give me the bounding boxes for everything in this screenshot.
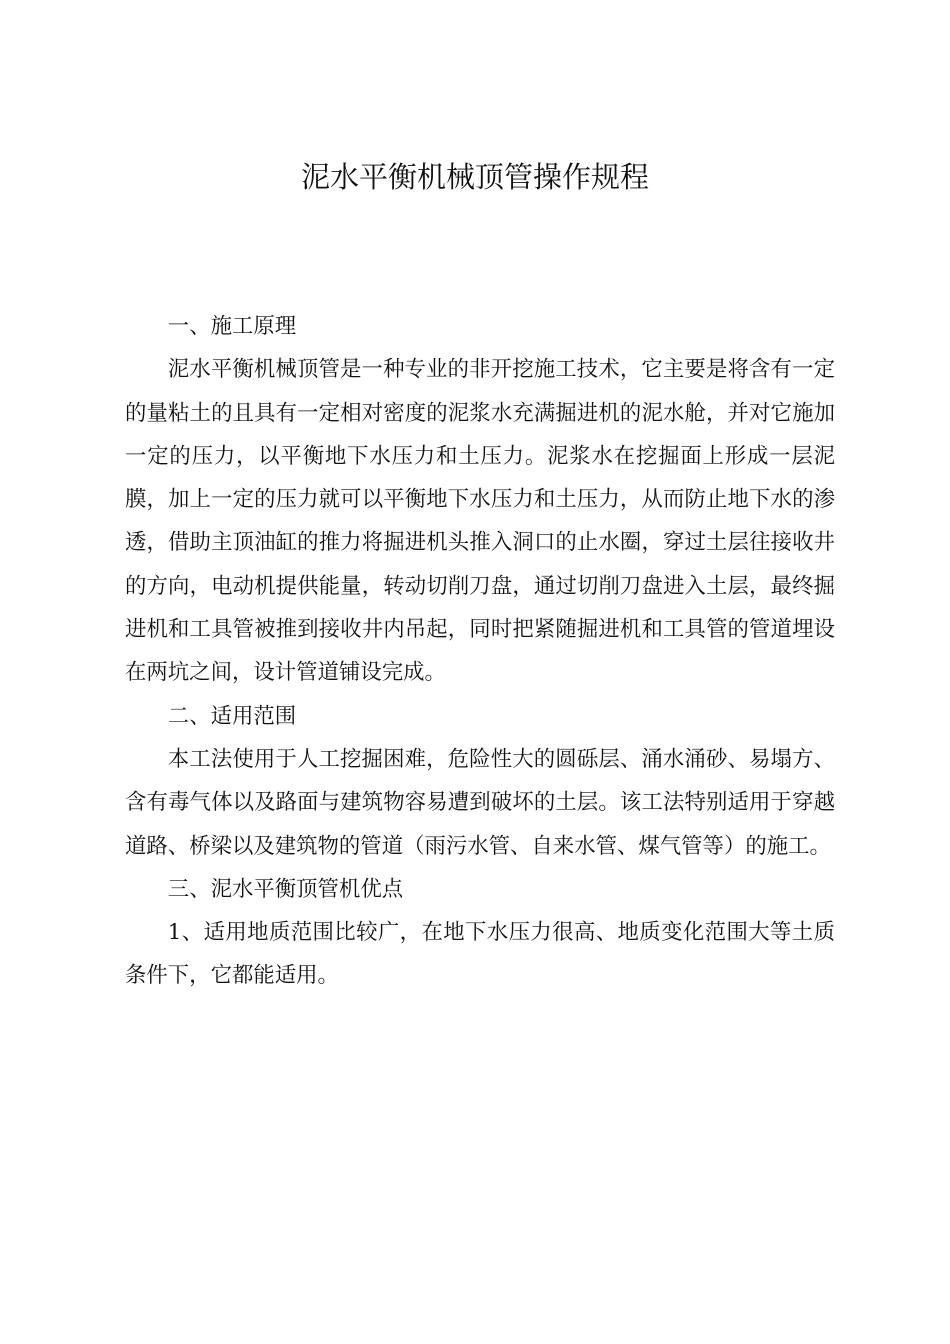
document-title: 泥水平衡机械顶管操作规程 (300, 160, 649, 194)
section-heading-scope: 二、适用范围 (167, 703, 297, 729)
paragraph-principle: 泥水平衡机械顶管是一种专业的非开挖施工技术，它主要是将含有一定的量粘土的且具有一定相对密度的泥浆水充满掘进机的泥水舱，并对它施加一定的压力，以平衡地下水压力和土压力。泥浆水在挖掘面上形成一层泥膜，加上一定的压力就可以平衡地下水压力和土压力，从而防止地下水的渗透，借助主顶油缸的推力将掘进机头推入洞口的止水圈，穿过土层往接收井的方向，电动机提供能量，转动切削刀盘，通过切削刀盘进入土层，最终掘进机和工具管被推到接收井内吊起，同时把紧随掘进机和工具管的管道埋设在两坑之间，设计管道铺设完成。 (125, 357, 835, 686)
section-heading-advantages: 三、泥水平衡顶管机优点 (167, 876, 404, 902)
paragraph-advantage-1: 1、适用地质范围比较广，在地下水压力很高、地质变化范围大等土质条件下，它都能适用。 (125, 920, 835, 989)
section-heading-principle: 一、施工原理 (167, 314, 297, 339)
paragraph-scope: 本工法使用于人工挖掘困难，危险性大的圆砾层、涌水涌砂、易塌方、含有毒气体以及路面与建筑物容易遭到破坏的土层。该工法特别适用于穿越道路、桥梁以及建筑物的管道（雨污水管、自来水管、煤气管等）的施工。 (125, 746, 835, 859)
document-body (125, 305, 835, 998)
